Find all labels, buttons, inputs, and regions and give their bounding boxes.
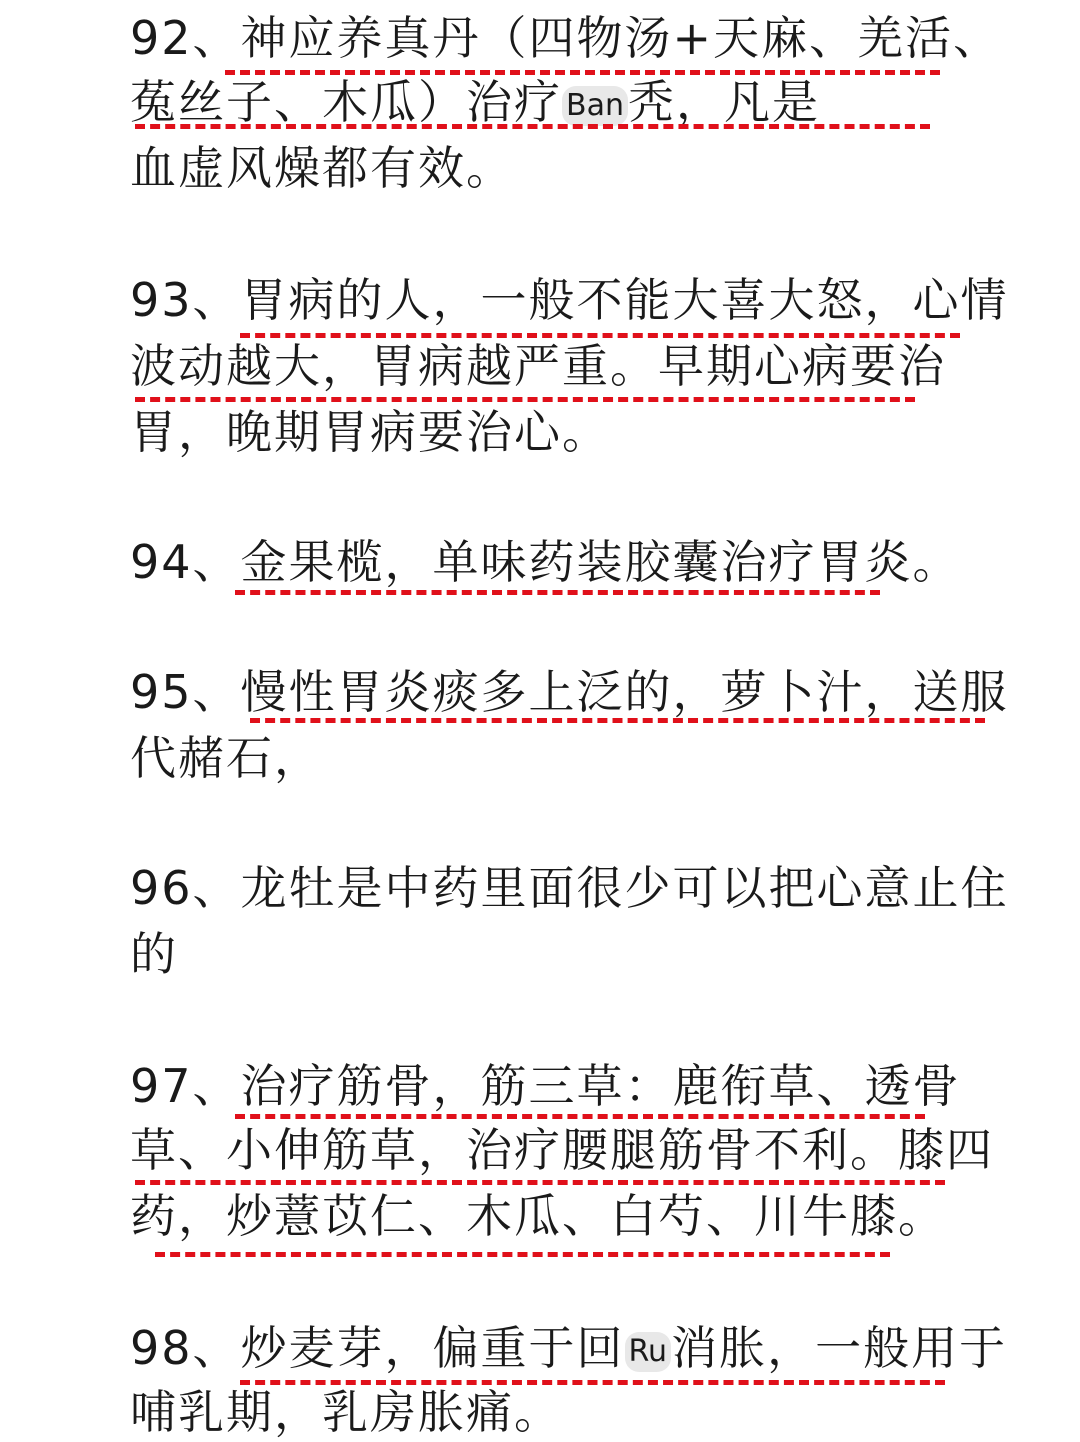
item-98-line-2 (130, 1382, 562, 1442)
item-text: 炒麦芽，偏重于回 (240, 1321, 625, 1375)
item-number: 93、 (130, 273, 241, 327)
item-98-line-1 (130, 1318, 1007, 1378)
item-94-line-1 (130, 532, 961, 592)
underline (155, 1252, 890, 1257)
watermark-tag: Ban (562, 86, 628, 126)
item-text: 草、小伸筋草，治疗腰腿筋骨不利。膝四 (130, 1123, 994, 1177)
item-text: 哺乳期，乳房胀痛。 (130, 1385, 562, 1439)
item-92-line-1 (130, 8, 1001, 68)
item-number: 92、 (130, 11, 241, 65)
item-text: 神应养真丹（四物汤+天麻、羌活、 (240, 11, 1002, 65)
item-number: 95、 (130, 665, 241, 719)
item-text: 波动越大，胃病越严重。早期心病要治 (130, 339, 946, 393)
underline (135, 124, 930, 129)
item-text: 胃，晚期胃病要治心。 (130, 405, 610, 459)
item-93-line-1 (130, 270, 1009, 330)
item-text: 龙牡是中药里面很少可以把心意止住 (240, 861, 1009, 915)
item-text: 代赭石， (130, 731, 322, 785)
item-number: 98、 (130, 1321, 241, 1375)
underline (235, 590, 880, 595)
item-97-line-1 (130, 1056, 961, 1116)
item-text: 慢性胃炎痰多上泛的，萝卜汁，送服 (240, 665, 1009, 719)
item-95-line-2 (130, 728, 322, 788)
item-text: 菟丝子、木瓜）治疗 (130, 75, 562, 129)
watermark-tag: Ru (625, 1332, 672, 1372)
underline (235, 1114, 925, 1119)
item-96-line-2 (130, 924, 178, 984)
item-text: 治疗筋骨，筋三草：鹿衔草、透骨 (240, 1059, 961, 1113)
item-number: 94、 (130, 535, 241, 589)
item-number: 97、 (130, 1059, 241, 1113)
underline (135, 1180, 945, 1185)
item-text: 金果榄，单味药装胶囊治疗胃炎。 (240, 535, 961, 589)
item-text: 血虚风燥都有效。 (130, 141, 514, 195)
item-92-line-2 (130, 72, 820, 132)
item-text: 的 (130, 927, 178, 981)
item-text: 药，炒薏苡仁、木瓜、白芍、川牛膝。 (130, 1189, 946, 1243)
item-92-line-3 (130, 138, 514, 198)
item-97-line-2 (130, 1120, 994, 1180)
item-97-line-3 (130, 1186, 946, 1246)
item-93-line-3 (130, 402, 610, 462)
item-93-line-2 (130, 336, 946, 396)
underline (250, 718, 985, 723)
item-95-line-1 (130, 662, 1009, 722)
item-text: 秃，凡是 (627, 75, 820, 129)
item-text: 胃病的人，一般不能大喜大怒，心情 (240, 273, 1009, 327)
item-text: 消胀，一般用于 (671, 1321, 1008, 1375)
item-number: 96、 (130, 861, 241, 915)
item-96-line-1 (130, 858, 1009, 918)
